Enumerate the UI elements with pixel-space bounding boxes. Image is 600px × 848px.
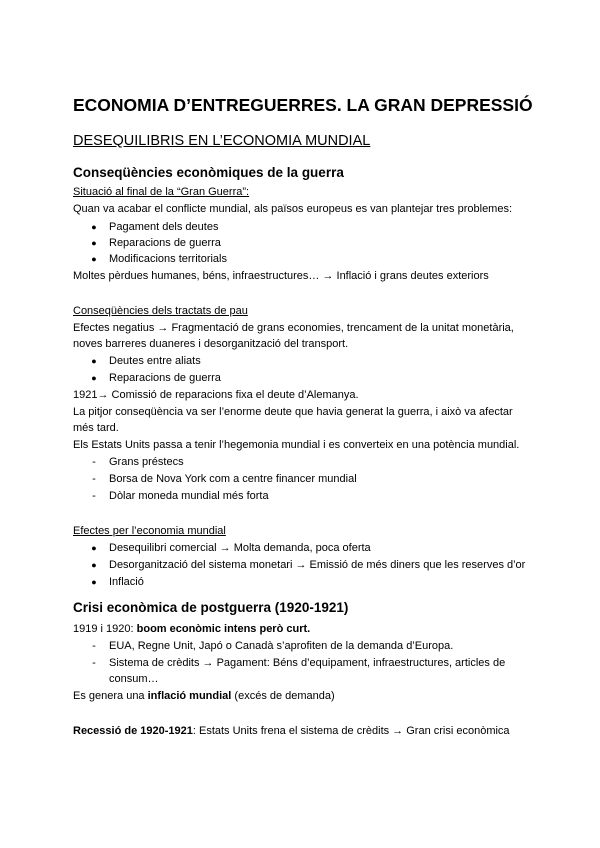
situation-title: Situació al final de la “Gran Guerra”: (73, 186, 250, 198)
paragraph-usa: Els Estats Units passa a tenir l’hegemonia mundial i es converteix en una potència mundial. (73, 439, 520, 451)
paragraph-commission: 1921→ Comissió de reparacions fixa el deute d’Alemanya. (73, 389, 359, 401)
bullet-icon: ● (91, 222, 97, 232)
bullet-icon: ● (91, 560, 97, 570)
dash-icon: - (92, 473, 96, 485)
bullet-icon: ● (91, 373, 97, 383)
section-heading: DESEQUILIBRIS EN L’ECONOMIA MUNDIAL (73, 133, 371, 149)
bullet-icon: ● (91, 238, 97, 248)
paragraph-inflation: Es genera una inflació mundial (excés de demanda) (73, 690, 335, 702)
treaties-title: Conseqüències dels tractats de pau (73, 305, 248, 317)
bullet-icon: ● (91, 577, 97, 587)
document-title: ECONOMIA D’ENTREGUERRES. LA GRAN DEPRESSIÓ (73, 95, 533, 115)
paragraph-negative-effects-1: Efectes negatius → Fragmentació de grans economies, trencament de la unitat monetària, (73, 322, 514, 334)
dash-icon: - (92, 456, 96, 468)
bullet-icon: ● (91, 356, 97, 366)
paragraph-recession: Recessió de 1920-1921: Estats Units frena el sistema de crèdits → Gran crisi econòmica (73, 725, 510, 737)
paragraph-negative-effects-2: noves barreres duaneres i desorganització del transport. (73, 338, 349, 350)
bullet-icon: ● (91, 254, 97, 264)
dash-icon: - (92, 640, 96, 652)
paragraph-intro: Quan va acabar el conflicte mundial, als països europeus es van plantejar tres problemes: (73, 203, 513, 215)
dash-icon: - (92, 657, 96, 669)
paragraph-worst-2: més tard. (73, 422, 119, 434)
paragraph-worst-1: La pitjor conseqüència va ser l’enorme deute que havia generat la guerra, i això va afectar (73, 406, 513, 418)
paragraph-losses: Moltes pèrdues humanes, béns, infraestructures… → Inflació i grans deutes exteriors (73, 270, 489, 282)
dash-icon: - (92, 490, 96, 502)
subsection-heading-postwar-crisis: Crisi econòmica de postguerra (1920-1921) (73, 600, 349, 615)
world-effects-title: Efectes per l’economia mundial (73, 525, 226, 537)
paragraph-boom: 1919 i 1920: boom econòmic intens però curt. (73, 623, 311, 635)
subsection-heading-consequences: Conseqüències econòmiques de la guerra (73, 165, 344, 180)
bullet-icon: ● (91, 543, 97, 553)
